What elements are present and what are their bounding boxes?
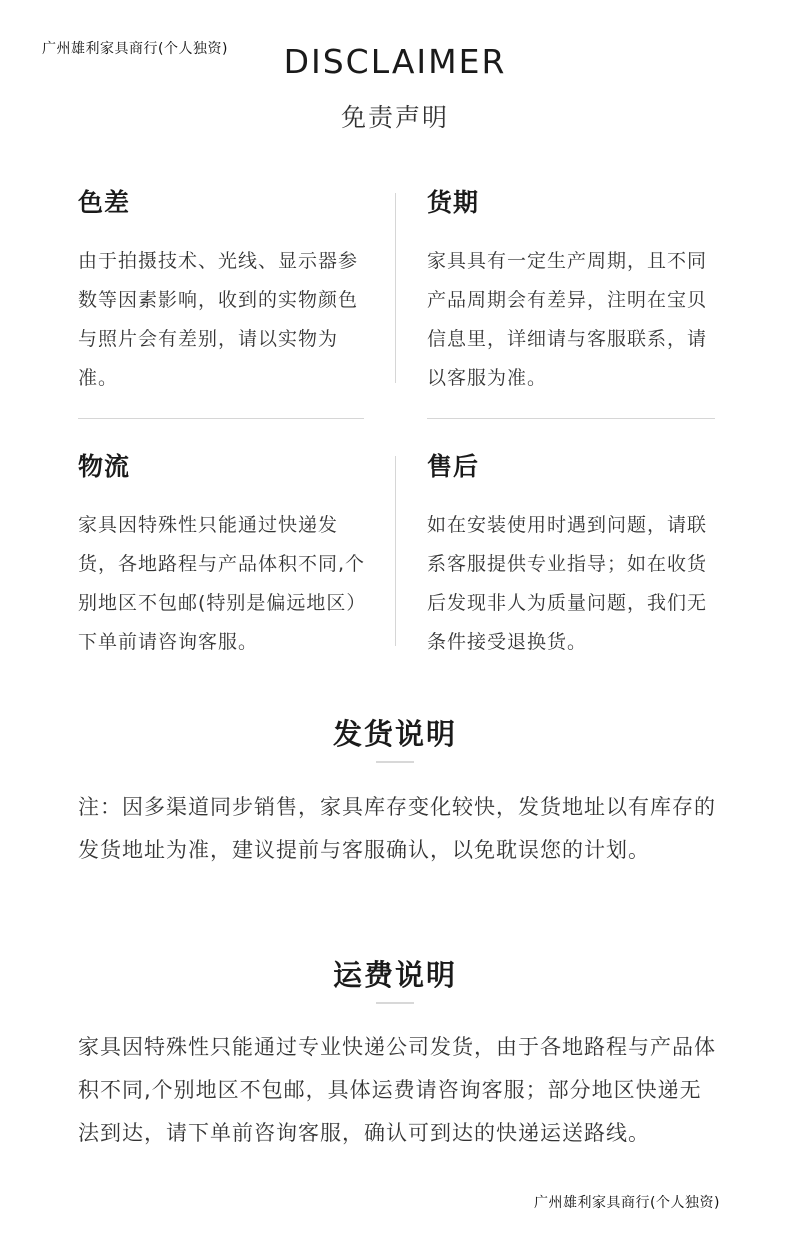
color-difference-section (78, 188, 368, 398)
store-watermark-bottom: 广州雄利家具商行(个人独资) (534, 1195, 720, 1211)
color-difference-title: 色差 (78, 188, 131, 217)
column-divider-top (395, 193, 396, 383)
delivery-time-title: 货期 (427, 188, 480, 217)
color-difference-text: 由于拍摄技术、光线、显示器参数等因素影响，收到的实物颜色与照片会有差别，请以实物为准。 (78, 250, 359, 389)
page-title-chinese: 免责声明 (340, 103, 449, 132)
after-sales-section (427, 452, 717, 662)
shipping-notice-text: 注：因多渠道同步销售，家具库存变化较快，发货地址以有库存的发货地址为准，建议提前与客服确认，以免耽误您的计划。 (78, 795, 716, 862)
logistics-section (78, 452, 368, 662)
store-watermark-top: 广州雄利家具商行(个人独资) (42, 41, 228, 57)
delivery-time-section (427, 188, 717, 398)
shipping-notice-title: 发货说明 (332, 717, 457, 751)
freight-notice-text: 家具因特殊性只能通过专业快递公司发货，由于各地路程与产品体积不同,个别地区不包邮，具体运费请咨询客服；部分地区快递无法到达，请下单前咨询客服，确认可到达的快递运送路线。 (78, 1035, 716, 1145)
page-title-english: DISCLAIMER (283, 42, 507, 81)
delivery-time-text: 家具具有一定生产周期，且不同产品周期会有差异，注明在宝贝信息里，详细请与客服联系，请以客服为准。 (427, 250, 708, 389)
row-divider-right (427, 418, 715, 419)
shipping-title-underline (376, 761, 414, 763)
column-divider-bottom (395, 456, 396, 646)
logistics-text: 家具因特殊性只能通过快递发货，各地路程与产品体积不同,个别地区不包邮(特别是偏远地区）下单前请咨询客服。 (78, 514, 367, 653)
logistics-title: 物流 (78, 452, 131, 481)
freight-notice-title: 运费说明 (332, 958, 457, 992)
after-sales-text: 如在安装使用时遇到问题，请联系客服提供专业指导；如在收货后发现非人为质量问题，我们无条件接受退换货。 (427, 514, 708, 653)
freight-title-underline (376, 1002, 414, 1004)
after-sales-title: 售后 (427, 452, 480, 481)
row-divider-left (78, 418, 364, 419)
